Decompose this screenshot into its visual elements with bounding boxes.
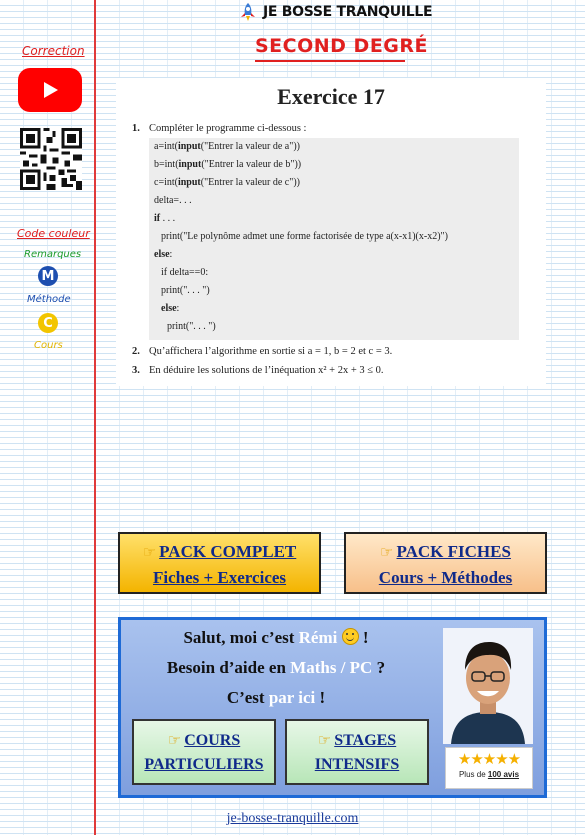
code-line: else: (161, 303, 180, 314)
code-line: b=int(input("Entrer la valeur de b")) (154, 159, 302, 170)
pack-complet-subtitle[interactable]: Fiches + Exercices (152, 568, 287, 587)
promo-help-line: Besoin d’aide en Maths / PC ? (166, 658, 386, 677)
pointing-hand-icon: ☞ (380, 543, 394, 561)
question-number: 2. (132, 346, 140, 357)
remarques-label: Remarques (24, 249, 82, 260)
chapter-underline (255, 60, 405, 62)
pack-fiches-label[interactable]: PACK FICHES (396, 542, 511, 561)
tutor-photo (443, 628, 533, 744)
pack-complet-button[interactable] (118, 532, 321, 594)
stages-intensifs-label[interactable]: INTENSIFS (314, 756, 400, 773)
pack-fiches-button[interactable] (344, 532, 547, 594)
pointing-hand-icon: ☞ (317, 731, 332, 749)
question-1-text: Compléter le programme ci-dessous : (149, 123, 307, 134)
pack-complet-label[interactable]: PACK COMPLET (159, 542, 297, 561)
margin-line (94, 0, 96, 835)
brand-header[interactable] (237, 2, 432, 22)
code-line: if . . . (154, 213, 176, 224)
promo-greeting: Salut, moi c’est Rémi ! (183, 628, 369, 647)
rating-badge[interactable] (445, 747, 533, 789)
chapter-title: SECOND DEGRÉ (255, 35, 429, 57)
qr-code-icon[interactable] (19, 128, 83, 190)
cours-particuliers-button[interactable]: ☞ COURS PARTICULIERS (132, 719, 276, 785)
question-2-text: Qu’affichera l’algorithme en sortie si a = 1, b = 2 et c = 3. (149, 346, 393, 357)
code-line: print(". . . ") (167, 321, 216, 332)
pointing-hand-icon: ☞ (167, 731, 182, 749)
cours-label: Cours (34, 340, 63, 351)
tutoring-promo-box (118, 617, 547, 798)
youtube-play-button[interactable] (18, 68, 82, 112)
promo-cta-line[interactable]: C’est par ici ! (226, 688, 326, 707)
code-line: a=int(input("Entrer la valeur de a")) (154, 141, 300, 152)
code-line: print("Le polynôme admet une forme factorisée de type a(x-x1)(x-x2)") (161, 231, 448, 242)
methode-badge-icon: M (38, 266, 58, 286)
star-rating-icon: ★★★★★ (457, 750, 521, 768)
code-line: delta=. . . (154, 195, 192, 206)
code-line: print(". . . ") (161, 285, 210, 296)
smiley-icon (342, 628, 359, 645)
code-line: if delta==0: (161, 267, 209, 278)
code-block (149, 138, 519, 340)
play-icon (39, 79, 61, 101)
cours-badge-icon: C (38, 313, 58, 333)
pack-fiches-subtitle[interactable]: Cours + Méthodes (378, 568, 513, 587)
question-3-text: En déduire les solutions de l’inéquation x² + 2x + 3 ≤ 0. (149, 365, 384, 376)
rocket-logo-icon (237, 2, 259, 22)
correction-label: Correction (22, 44, 85, 58)
pointing-hand-icon: ☞ (142, 543, 157, 561)
exercise-card (116, 78, 546, 386)
question-number: 1. (132, 123, 140, 134)
methode-label: Méthode (27, 294, 71, 305)
cours-particuliers-label[interactable]: PARTICULIERS (144, 756, 264, 773)
question-number: 3. (132, 365, 140, 376)
reviews-count: Plus de 100 avis (458, 770, 520, 779)
brand-name: JE BOSSE TRANQUILLE (263, 4, 433, 20)
exercise-title: Exercice 17 (277, 84, 385, 109)
stages-intensifs-button[interactable]: ☞ STAGES INTENSIFS (285, 719, 429, 785)
code-couleur-label: Code couleur (17, 227, 90, 240)
code-line: c=int(input("Entrer la valeur de c")) (154, 177, 300, 188)
code-line: else: (154, 249, 173, 260)
footer-website-link[interactable]: je-bosse-tranquille.com (226, 811, 359, 826)
